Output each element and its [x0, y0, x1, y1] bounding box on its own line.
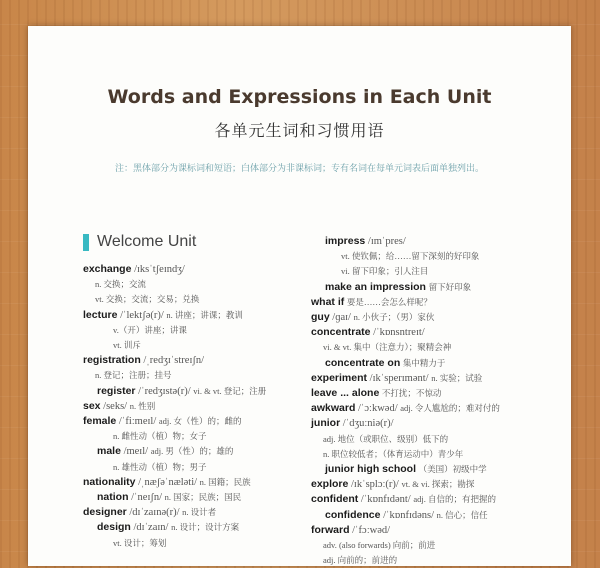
- vocab-entry: [311, 462, 551, 477]
- headword: junior: [311, 417, 341, 430]
- definition-text: vi. & vt. 登记；注册: [193, 385, 267, 396]
- vocab-entry: [311, 295, 551, 310]
- vocab-entry: [83, 520, 323, 535]
- vocab-entry: [83, 475, 323, 490]
- phonetic: /meɪl/: [120, 446, 151, 458]
- definition-text: adj. 地位（或职位、级别）低下的: [323, 433, 449, 444]
- headword: concentrate: [311, 326, 371, 339]
- phonetic: /ˈlektʃə(r)/: [117, 309, 167, 321]
- phonetic: /ˈfɔːwəd/: [349, 524, 391, 536]
- unit-heading-bar: [83, 234, 89, 251]
- headword: nation: [97, 491, 129, 504]
- headword: confidence: [325, 508, 381, 521]
- vocab-entry: [311, 523, 551, 538]
- vocab-entry: [311, 234, 551, 249]
- vocab-entry: [311, 492, 551, 507]
- definition-text: n. 交换；交流: [95, 279, 147, 290]
- phonetic: /ɪmˈpres/: [365, 236, 406, 247]
- headword: confident: [311, 493, 359, 506]
- headword: male: [97, 445, 121, 458]
- vocab-definition: [83, 292, 323, 307]
- definition-text: n. 信心；信任: [436, 509, 488, 520]
- vocab-definition: [311, 264, 551, 279]
- vocab-entry: [83, 308, 323, 323]
- definition-text: n. 国籍；民族: [199, 476, 251, 487]
- phonetic: /ɪkˈsperɪmənt/: [367, 372, 432, 384]
- headword: forward: [311, 523, 350, 536]
- vocab-definition: [311, 340, 551, 355]
- phonetic: /ˈneɪʃn/: [128, 492, 165, 504]
- headword: sex: [83, 399, 101, 412]
- vocab-definition: [311, 538, 551, 553]
- definition-text: n. 职位较低者；（体育运动中）青少年: [323, 448, 464, 459]
- vocab-definition: [311, 249, 551, 264]
- headword: lecture: [83, 308, 118, 321]
- definition-text: （美国）初级中学: [418, 464, 487, 475]
- vocab-entry: [83, 505, 323, 520]
- headword: explore: [311, 478, 349, 491]
- page-title: Words and Expressions in Each Unit: [107, 86, 492, 108]
- phonetic: /ˈɔːkwəd/: [355, 403, 401, 415]
- headword: concentrate on: [325, 356, 401, 369]
- vocab-entry: [311, 280, 551, 295]
- vocab-entry: [311, 401, 551, 416]
- headword: nationality: [83, 475, 136, 488]
- vocab-definition: [311, 432, 551, 447]
- definition-text: 要是……会怎么样呢？: [346, 296, 432, 307]
- definition-text: adj. 自信的；有把握的: [413, 494, 496, 505]
- definition-text: adj. 令人尴尬的；难对付的: [400, 403, 500, 414]
- vocab-column-left: [83, 262, 323, 551]
- page-note: 注：黑体部分为课标词和短语；白体部分为非课标词；专有名词在每单元词表后面单独列出。: [114, 164, 484, 174]
- definition-text: n. 登记；注册；挂号: [95, 370, 172, 381]
- vocab-definition: [83, 536, 323, 551]
- definition-text: n. 设计；设计方案: [171, 522, 240, 533]
- phonetic: /ˈkɒnfɪdənt/: [358, 494, 414, 506]
- headword: exchange: [83, 263, 132, 275]
- definition-text: n. 雌性动（植）物；女子: [113, 431, 207, 442]
- vocab-entry: [83, 353, 323, 368]
- headword: female: [83, 415, 117, 428]
- definition-text: adj. 女（性）的；雌的: [158, 416, 242, 427]
- headword: junior high school: [325, 463, 416, 476]
- vocab-entry: [311, 356, 551, 371]
- vocab-entry: [83, 414, 323, 429]
- definition-text: adj. 男（性）的；雄的: [150, 446, 234, 457]
- definition-text: n. 小伙子；（男）家伙: [353, 312, 435, 323]
- headword: guy: [311, 311, 330, 324]
- phonetic: /ɪksˈtʃeɪndʒ/: [131, 264, 185, 275]
- vocab-entry: [311, 477, 551, 492]
- vocab-entry: [311, 386, 551, 401]
- headword: what if: [311, 295, 345, 308]
- vocab-entry: [83, 490, 323, 505]
- definition-text: vt. & vi. 探索；勘探: [401, 479, 475, 490]
- vocab-definition: [83, 460, 323, 475]
- unit-title: Welcome Unit: [97, 233, 197, 250]
- phonetic: /ˈdʒuːniə(r)/: [340, 418, 394, 430]
- definition-text: vt. 训斥: [113, 340, 141, 351]
- definition-text: n. 国家；民族；国民: [164, 492, 242, 503]
- vocab-definition: [83, 429, 323, 444]
- vocab-entry: [311, 416, 551, 431]
- phonetic: /dɪˈzaɪnə(r)/: [126, 507, 183, 519]
- headword: awkward: [311, 402, 356, 415]
- phonetic: /ˈkɒnsntreɪt/: [370, 327, 425, 339]
- headword: leave ... alone: [311, 387, 380, 400]
- vocab-entry: [83, 399, 323, 414]
- phonetic: /ˈfiːmeɪl/: [116, 416, 159, 428]
- definition-text: v.（开）讲座；讲课: [113, 324, 187, 335]
- phonetic: /ˌredʒɪˈstreɪʃn/: [140, 355, 205, 367]
- definition-text: adj. 向前的；前进的: [323, 555, 398, 566]
- phonetic: /ɡaɪ/: [329, 312, 354, 324]
- vocab-entry: [311, 310, 551, 325]
- definition-text: 留下好印象: [428, 281, 472, 292]
- vocab-definition: [83, 338, 323, 353]
- vocab-entry: [311, 325, 551, 340]
- definition-text: n. 性别: [129, 400, 156, 411]
- vocab-column-right: [311, 234, 551, 568]
- vocab-definition: [83, 323, 323, 338]
- definition-text: n. 讲座；讲课；教训: [166, 309, 243, 320]
- vocab-entry: [311, 371, 551, 386]
- phonetic: /dɪˈzaɪn/: [130, 522, 172, 534]
- headword: impress: [325, 235, 366, 247]
- definition-text: n. 设计者: [182, 507, 217, 518]
- headword: register: [97, 384, 136, 397]
- headword: designer: [83, 506, 127, 519]
- definition-text: 不打扰；不惊动: [381, 388, 442, 399]
- headword: registration: [83, 354, 141, 367]
- vocab-entry: [83, 384, 323, 399]
- vocab-definition: [83, 368, 323, 383]
- vocab-definition: [83, 277, 323, 292]
- definition-text: n. 实验；试验: [431, 372, 483, 383]
- headword: experiment: [311, 371, 368, 384]
- definition-text: vi. 留下印象；引人注目: [341, 266, 429, 277]
- definition-text: adv. (also forwards) 向前；前进: [323, 540, 436, 551]
- vocab-definition: [311, 447, 551, 462]
- headword: design: [97, 521, 131, 534]
- page-subtitle: 各单元生词和习惯用语: [214, 121, 385, 140]
- phonetic: /ɪkˈsplɔː(r)/: [348, 479, 402, 491]
- vocab-entry: [83, 444, 323, 459]
- phonetic: /ˈkɒnfɪdəns/: [380, 509, 437, 521]
- definition-text: vt. 交换；交流；交易；兑换: [95, 294, 200, 305]
- vocab-entry: [83, 262, 323, 277]
- definition-text: 集中精力于: [402, 357, 446, 368]
- vocab-entry: [311, 508, 551, 523]
- definition-text: vt. 设计；筹划: [113, 537, 167, 548]
- headword: make an impression: [325, 280, 426, 293]
- definition-text: n. 雄性动（植）物；男子: [113, 461, 207, 472]
- unit-heading: [83, 232, 196, 252]
- phonetic: /seks/: [100, 400, 130, 412]
- textbook-page: [28, 26, 571, 566]
- definition-text: vi. & vt. 集中（注意力）；聚精会神: [323, 342, 452, 353]
- vocab-definition: [311, 553, 551, 568]
- definition-text: vt. 使钦佩；给……留下深刻的好印象: [341, 251, 480, 262]
- phonetic: /ˌnæʃəˈnæləti/: [135, 476, 200, 488]
- phonetic: /ˈredʒɪstə(r)/: [135, 385, 194, 397]
